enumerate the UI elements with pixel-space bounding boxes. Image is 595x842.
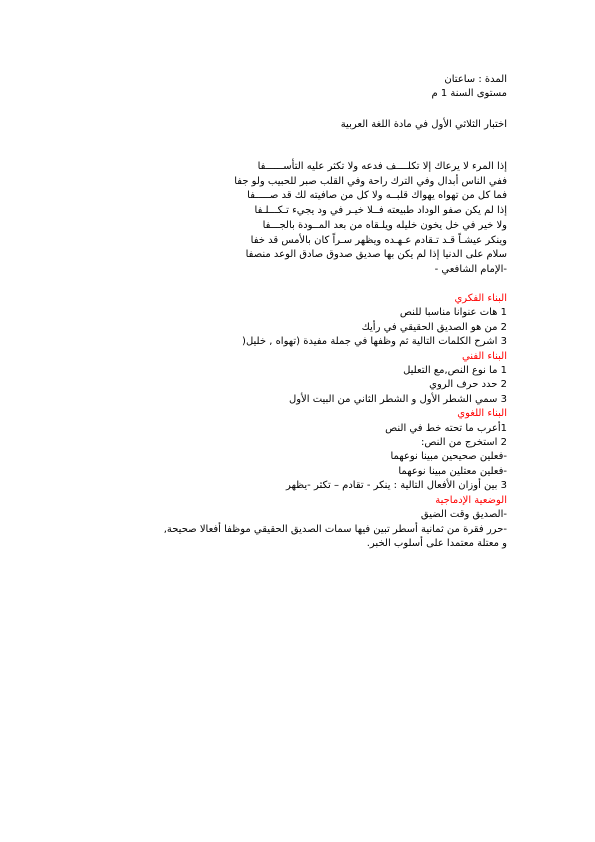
exam-header bbox=[107, 73, 507, 101]
exam-title: اختبار الثلاثي الأول في مادة اللغة العربية bbox=[340, 119, 507, 130]
question-item: 3 سمي الشطر الأول و الشطر الثاني من البيت الأول bbox=[288, 393, 507, 405]
question-item: 2 من هو الصديق الحقيقي في رأيك bbox=[361, 321, 507, 333]
questions-block bbox=[107, 292, 507, 551]
question-item: و معتلة معتمدا على أسلوب الخبر. bbox=[366, 537, 507, 549]
question-item: 1 هات عنوانا مناسبا للنص bbox=[399, 307, 507, 319]
question-item: -الصديق وقت الضيق bbox=[420, 509, 507, 521]
question-item: -فعلين صحيحين مبينا نوعهما bbox=[390, 451, 507, 463]
question-item: 1 ما نوع النص,مع التعليل bbox=[403, 365, 507, 377]
poem-block bbox=[107, 160, 507, 278]
poem-line: ولا خير في خل يخون خليله ويلـقاه من بعد المــودة بالجـــفا bbox=[262, 219, 507, 231]
section-heading-integration: الوضعية الإدماجية bbox=[435, 494, 507, 506]
question-item: 1أعرب ما تحته خط في النص bbox=[385, 422, 507, 434]
poem-line: إذا لم يكن صفو الوداد طبيعته فــلا خيـر في ود يجيء تـكـــلـفا bbox=[254, 205, 507, 217]
poem-line: فما كل من تهواه يهواك قلبــه ولا كل من صافيته لك قد صـــــفا bbox=[247, 190, 507, 202]
question-item: 2 استخرج من النص: bbox=[421, 437, 507, 449]
duration-text: المدة : ساعتان bbox=[444, 74, 507, 85]
section-heading-linguistic: البناء اللغوي bbox=[457, 408, 507, 420]
poem-line: ففي الناس أبدال وفي الترك راحة وفي القلب صبر للحبيب ولو جفا bbox=[234, 175, 507, 187]
question-item: 3 اشرح الكلمات التالية ثم وظفها في جملة مفيدة (تهواه , خليل( bbox=[242, 336, 507, 348]
poem-line: سلام على الدنيا إذا لم يكن بها صديق صدوق صادق الوعد منصفا bbox=[245, 249, 507, 261]
section-heading-artistic: البناء الفني bbox=[461, 350, 507, 362]
question-item: 3 بين أوزان الأفعال التالية : ينكر - تقادم – تكثر -يظهر bbox=[286, 480, 507, 492]
poem-line: إذا المرء لا يرعاك إلا تكلــــف فدعه ولا تكثر عليه التأســــــفا bbox=[257, 161, 507, 172]
question-item: 2 حدد حرف الروي bbox=[429, 379, 507, 391]
question-item: -حرر فقرة من ثمانية أسطر تبين فيها سمات الصديق الحقيقي موظفا أفعالا صحيحة, bbox=[163, 523, 507, 535]
poem-attribution: -الإمام الشافعي - bbox=[434, 263, 507, 275]
section-heading-intellectual: البناء الفكري bbox=[454, 293, 507, 304]
poem-line: وينكر عيشـاً قـد تـقادم عـهـده ويظهر سـراً كان بالأمس قد خفا bbox=[250, 234, 507, 246]
level-text: مستوى السنة 1 م bbox=[431, 88, 507, 99]
question-item: -فعلين معتلين مبينا نوعهما bbox=[398, 465, 507, 477]
exam-title-block bbox=[107, 118, 507, 132]
